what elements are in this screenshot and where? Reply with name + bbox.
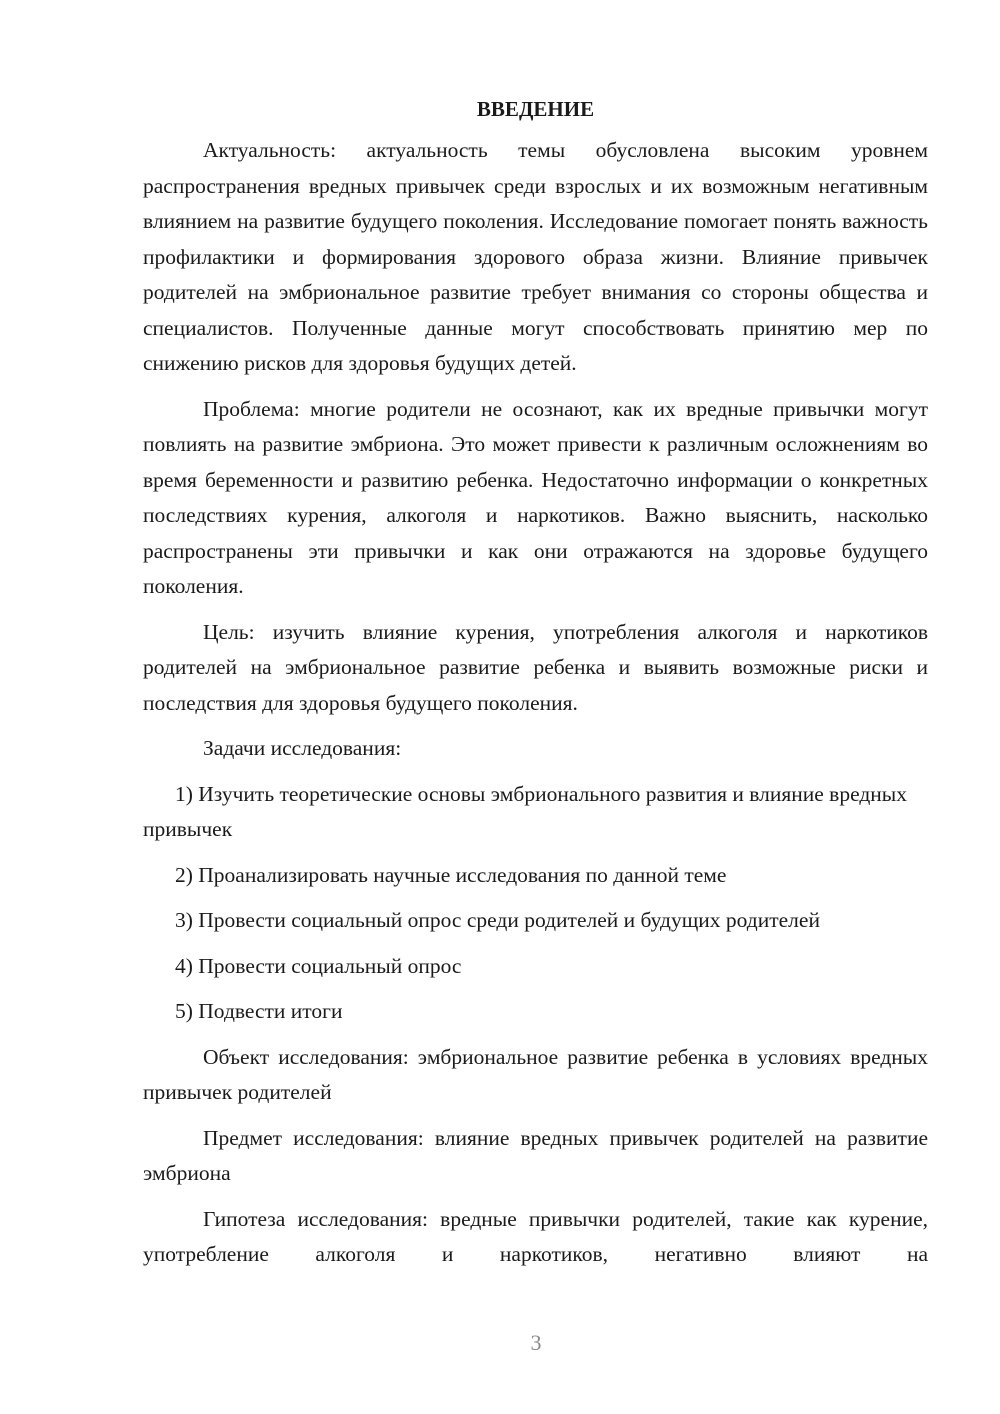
paragraph-hypothesis: Гипотеза исследования: вредные привычки родителей, такие как курение, употребление алкоголя и наркотиков, негативно влияют на (143, 1206, 928, 1266)
paragraph-problem: Проблема: многие родители не осознают, как их вредные привычки могут повлиять на развитие эмбриона. Это может привести к различным осложнениям во время беременности и развитию ребенка. Недостаточно информации о конкретных последствиях курения, алкоголя и наркотиков. Важно выяснить, насколько распространены эти привычки и как они отражаются на здоровье будущего поколения. (143, 396, 928, 598)
list-item: 3) Провести социальный опрос среди родителей и будущих родителей (175, 908, 820, 932)
paragraph-goal: Цель: изучить влияние курения, употребления алкоголя и наркотиков родителей на эмбриональное развитие ребенка и выявить возможные риски и последствия для здоровья будущего поколения. (143, 619, 928, 715)
paragraph-relevance: Актуальность: актуальность темы обусловлена высоким уровнем распространения вредных привычек среди взрослых и их возможным негативным влиянием на развитие будущего поколения. Исследование помогает понять важность профилактики и формирования здорового образа жизни. Влияние привычек родителей на эмбриональное развитие требует внимания со стороны общества и специалистов. Полученные данные могут способствовать принятию мер по снижению рисков для здоровья будущих детей. (143, 138, 928, 375)
tasks-list (143, 777, 928, 1030)
list-item: 1) Изучить теоретические основы эмбрионального развития и влияние вредных привычек (143, 781, 907, 841)
paragraph-subject: Предмет исследования: влияние вредных привычек родителей на развитие эмбриона (143, 1125, 928, 1185)
section-title: ВВЕДЕНИЕ (476, 97, 595, 121)
page-number: 3 (530, 1330, 542, 1355)
paragraph-object: Объект исследования: эмбриональное развитие ребенка в условиях вредных привычек родителей (143, 1044, 928, 1104)
list-item: 5) Подвести итоги (175, 999, 343, 1023)
list-item: 4) Провести социальный опрос (175, 953, 462, 978)
tasks-heading: Задачи исследования: (203, 736, 402, 760)
list-item: 2) Проанализировать научные исследования по данной теме (175, 862, 727, 887)
document-page (143, 90, 928, 1283)
